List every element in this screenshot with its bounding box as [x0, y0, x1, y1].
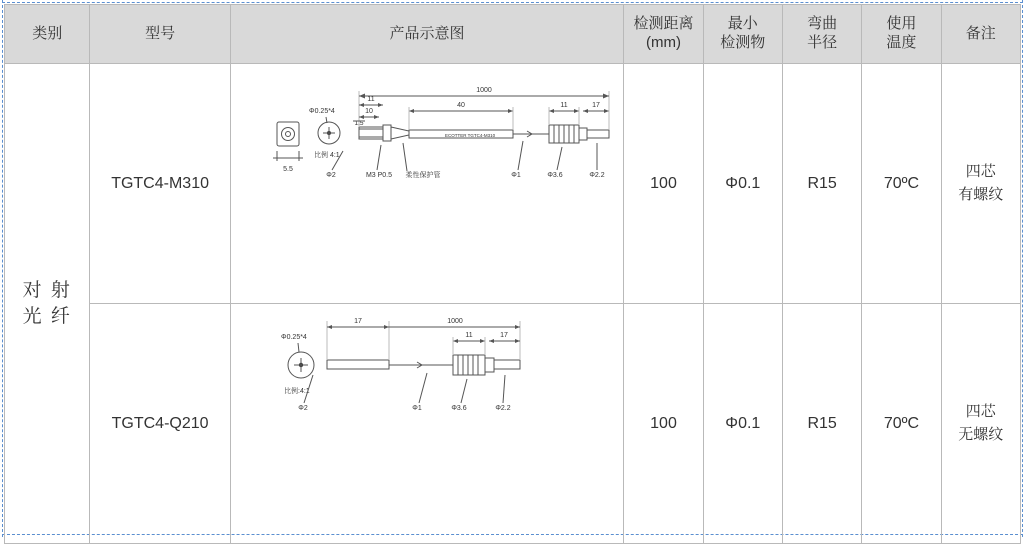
- cell-drawing: [230, 64, 624, 304]
- dim-5-5: 5.5: [282, 165, 293, 173]
- table-header-row: [5, 5, 1021, 64]
- callout-sleeve: 柔性保护管: [405, 171, 441, 179]
- header-temperature-label1: 使用: [886, 15, 917, 33]
- header-bend-radius-label2: 半径: [807, 34, 838, 51]
- callout-phi1: Φ1: [412, 404, 422, 412]
- callout-phi1: Φ1: [511, 171, 521, 179]
- header-distance: [624, 5, 703, 64]
- header-drawing-label: 产品示意图: [389, 24, 465, 42]
- remark-line2: 有螺纹: [958, 185, 1004, 203]
- dim-10: 10: [364, 107, 373, 115]
- dim-1000: 1000: [446, 317, 463, 325]
- callout-phi36: Φ3.6: [547, 171, 563, 179]
- header-min-object-label1: 最小: [727, 15, 758, 33]
- dim-40: 40: [456, 101, 465, 109]
- remark-line1: 四芯: [965, 403, 996, 420]
- cell-distance: 100: [624, 304, 703, 544]
- header-min-object: [703, 5, 782, 64]
- callout-phi36: Φ3.6: [451, 404, 467, 412]
- page-guide-left: [2, 0, 3, 537]
- header-drawing: [230, 5, 624, 64]
- dim-11: 11: [465, 331, 473, 339]
- dim-17-a: 17: [353, 317, 362, 325]
- cell-distance: 100: [624, 64, 703, 304]
- header-temperature-label2: 温度: [886, 34, 917, 51]
- category-label-line1: 对 射: [22, 279, 72, 301]
- header-bend-radius-label1: 弯曲: [807, 15, 838, 33]
- remark-line1: 四芯: [965, 163, 996, 180]
- label-phi-0-25-4: Φ0.25*4: [280, 333, 307, 341]
- header-bend-radius: [782, 5, 861, 64]
- cell-min-object: Φ0.1: [703, 304, 782, 544]
- dim-1-5: 1.5: [354, 119, 364, 127]
- product-diagram-svg-1: [231, 65, 618, 303]
- cell-bend-radius: R15: [782, 64, 861, 304]
- dim-17: 17: [591, 101, 600, 109]
- header-distance-label: 检测距离: [633, 15, 694, 33]
- label-phi-0-25-4: Φ0.25*4: [308, 107, 335, 115]
- cell-model: TGTC4-M310: [90, 64, 230, 304]
- label-scale-note: 比例:4:1: [283, 387, 310, 395]
- header-temperature: [862, 5, 941, 64]
- product-diagram-1: [231, 65, 624, 303]
- header-category: [5, 5, 90, 64]
- cell-remark: [941, 304, 1020, 544]
- cell-bend-radius: R15: [782, 304, 861, 544]
- category-label-line2: 光 纤: [22, 305, 72, 327]
- header-model-label: 型号: [145, 24, 176, 42]
- table-row: [5, 304, 1021, 544]
- remark-line2: 无螺纹: [958, 425, 1004, 443]
- cell-temperature: 70ºC: [862, 304, 941, 544]
- body-print-text: ECOTTER TGTC4-M310: [444, 132, 495, 138]
- product-diagram-2: [231, 305, 624, 543]
- header-remark-label: 备注: [965, 24, 996, 42]
- table-row: [5, 64, 1021, 304]
- dim-11-a: 11: [367, 95, 375, 103]
- header-remark: [941, 5, 1020, 64]
- header-distance-unit: (mm): [646, 34, 681, 51]
- header-model: [90, 5, 230, 64]
- page-guide-right: [1022, 0, 1023, 537]
- product-diagram-svg-2: [231, 305, 618, 543]
- cell-temperature: 70ºC: [862, 64, 941, 304]
- callout-m3-p05: M3 P0.5: [365, 171, 392, 179]
- dim-11-b: 11: [560, 101, 568, 109]
- spec-table: [4, 4, 1021, 544]
- dim-17-b: 17: [499, 331, 508, 339]
- header-min-object-label2: 检测物: [720, 34, 766, 51]
- page-guide-top: [2, 2, 1023, 3]
- cell-min-object: Φ0.1: [703, 64, 782, 304]
- callout-phi2: Φ2: [298, 404, 308, 412]
- callout-phi2: Φ2: [326, 171, 336, 179]
- callout-phi22: Φ2.2: [495, 404, 511, 412]
- callout-phi22: Φ2.2: [589, 171, 605, 179]
- dim-1000: 1000: [475, 86, 492, 94]
- label-scale-note: 比例 4:1: [313, 151, 340, 159]
- cell-remark: [941, 64, 1020, 304]
- cell-drawing: [230, 304, 624, 544]
- header-category-label: 类别: [32, 24, 63, 42]
- cell-category: [5, 64, 90, 544]
- cell-model: TGTC4-Q210: [90, 304, 230, 544]
